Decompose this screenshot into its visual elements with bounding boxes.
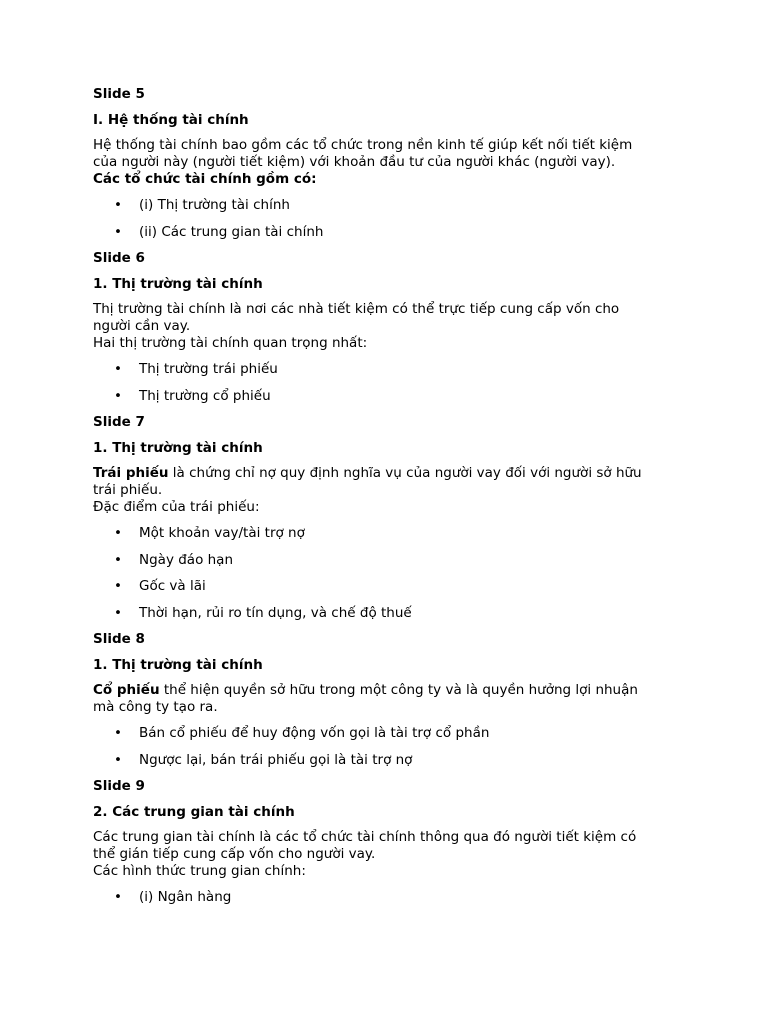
bullet-list [93, 724, 683, 769]
bullet-list [93, 360, 683, 405]
bullet-icon: • [114, 223, 122, 240]
paragraph-line: Hệ thống tài chính bao gồm các tổ chức trong nền kinh tế giúp kết nối tiết kiệm [93, 137, 633, 153]
paragraph [93, 137, 683, 188]
list-item: • Gốc và lãi [114, 578, 206, 594]
bullet-icon: • [114, 604, 122, 621]
list-item: • Bán cổ phiếu để huy động vốn gọi là tài trợ cổ phần [114, 725, 490, 741]
paragraph [93, 829, 683, 880]
slide-label: Slide 6 [93, 250, 145, 266]
section-heading: 1. Thị trường tài chính [93, 276, 263, 292]
bullet-icon: • [114, 551, 122, 568]
bullet-list [93, 524, 683, 622]
paragraph-line: Hai thị trường tài chính quan trọng nhất: [93, 335, 368, 351]
bullet-icon: • [114, 889, 122, 905]
paragraph-line: Cổ phiếu thể hiện quyền sở hữu trong một công ty và là quyền hưởng lợi nhuận [93, 682, 638, 698]
bullet-icon: • [114, 197, 122, 213]
section-heading: 1. Thị trường tài chính [93, 440, 263, 456]
list-item: • Một khoản vay/tài trợ nợ [114, 525, 305, 541]
paragraph-line: Đặc điểm của trái phiếu: [93, 499, 260, 515]
bullet-icon: • [114, 578, 122, 594]
paragraph-line: trái phiếu. [93, 482, 163, 498]
list-item: • (i) Ngân hàng [114, 889, 232, 905]
section-heading: 2. Các trung gian tài chính [93, 804, 295, 820]
list-item: • (ii) Các trung gian tài chính [114, 223, 324, 240]
bullet-icon: • [114, 751, 122, 768]
list-item: • Thời hạn, rủi ro tín dụng, và chế độ thuế [114, 604, 412, 621]
paragraph-line: Các hình thức trung gian chính: [93, 863, 306, 879]
list-item: • (i) Thị trường tài chính [114, 197, 290, 213]
bullet-icon: • [114, 387, 122, 404]
list-item: • Ngày đáo hạn [114, 551, 233, 568]
slide-label: Slide 5 [93, 86, 145, 102]
paragraph [93, 301, 683, 352]
paragraph-line: thể gián tiếp cung cấp vốn cho người vay. [93, 846, 376, 862]
paragraph-line: Thị trường tài chính là nơi các nhà tiết kiệm có thể trực tiếp cung cấp vốn cho [93, 301, 620, 317]
bullet-icon: • [114, 725, 122, 741]
paragraph-line: người cần vay. [93, 318, 191, 334]
bold-line: Các tổ chức tài chính gồm có: [93, 171, 317, 187]
bullet-list [93, 196, 683, 241]
paragraph [93, 465, 683, 516]
bullet-list [93, 888, 683, 906]
list-item: • Thị trường cổ phiếu [114, 387, 271, 404]
paragraph-line: Trái phiếu là chứng chỉ nợ quy định nghĩa vụ của người vay đối với người sở hữu [93, 465, 642, 481]
list-item: • Thị trường trái phiếu [114, 361, 278, 377]
bullet-icon: • [114, 361, 122, 377]
list-item: • Ngược lại, bán trái phiếu gọi là tài trợ nợ [114, 751, 413, 768]
slide-label: Slide 9 [93, 778, 145, 794]
paragraph-line: của người này (người tiết kiệm) với khoản đầu tư của người khác (người vay). [93, 154, 616, 170]
term: Trái phiếu [93, 465, 169, 481]
paragraph [93, 682, 683, 716]
section-heading: I. Hệ thống tài chính [93, 112, 249, 128]
slide-label: Slide 7 [93, 414, 145, 430]
section-heading: 1. Thị trường tài chính [93, 657, 263, 673]
slide-label: Slide 8 [93, 631, 145, 647]
bullet-icon: • [114, 525, 122, 541]
paragraph-line: mà công ty tạo ra. [93, 699, 218, 715]
paragraph-line: Các trung gian tài chính là các tổ chức tài chính thông qua đó người tiết kiệm có [93, 829, 637, 845]
term: Cổ phiếu [93, 682, 160, 698]
document-page [93, 85, 683, 915]
